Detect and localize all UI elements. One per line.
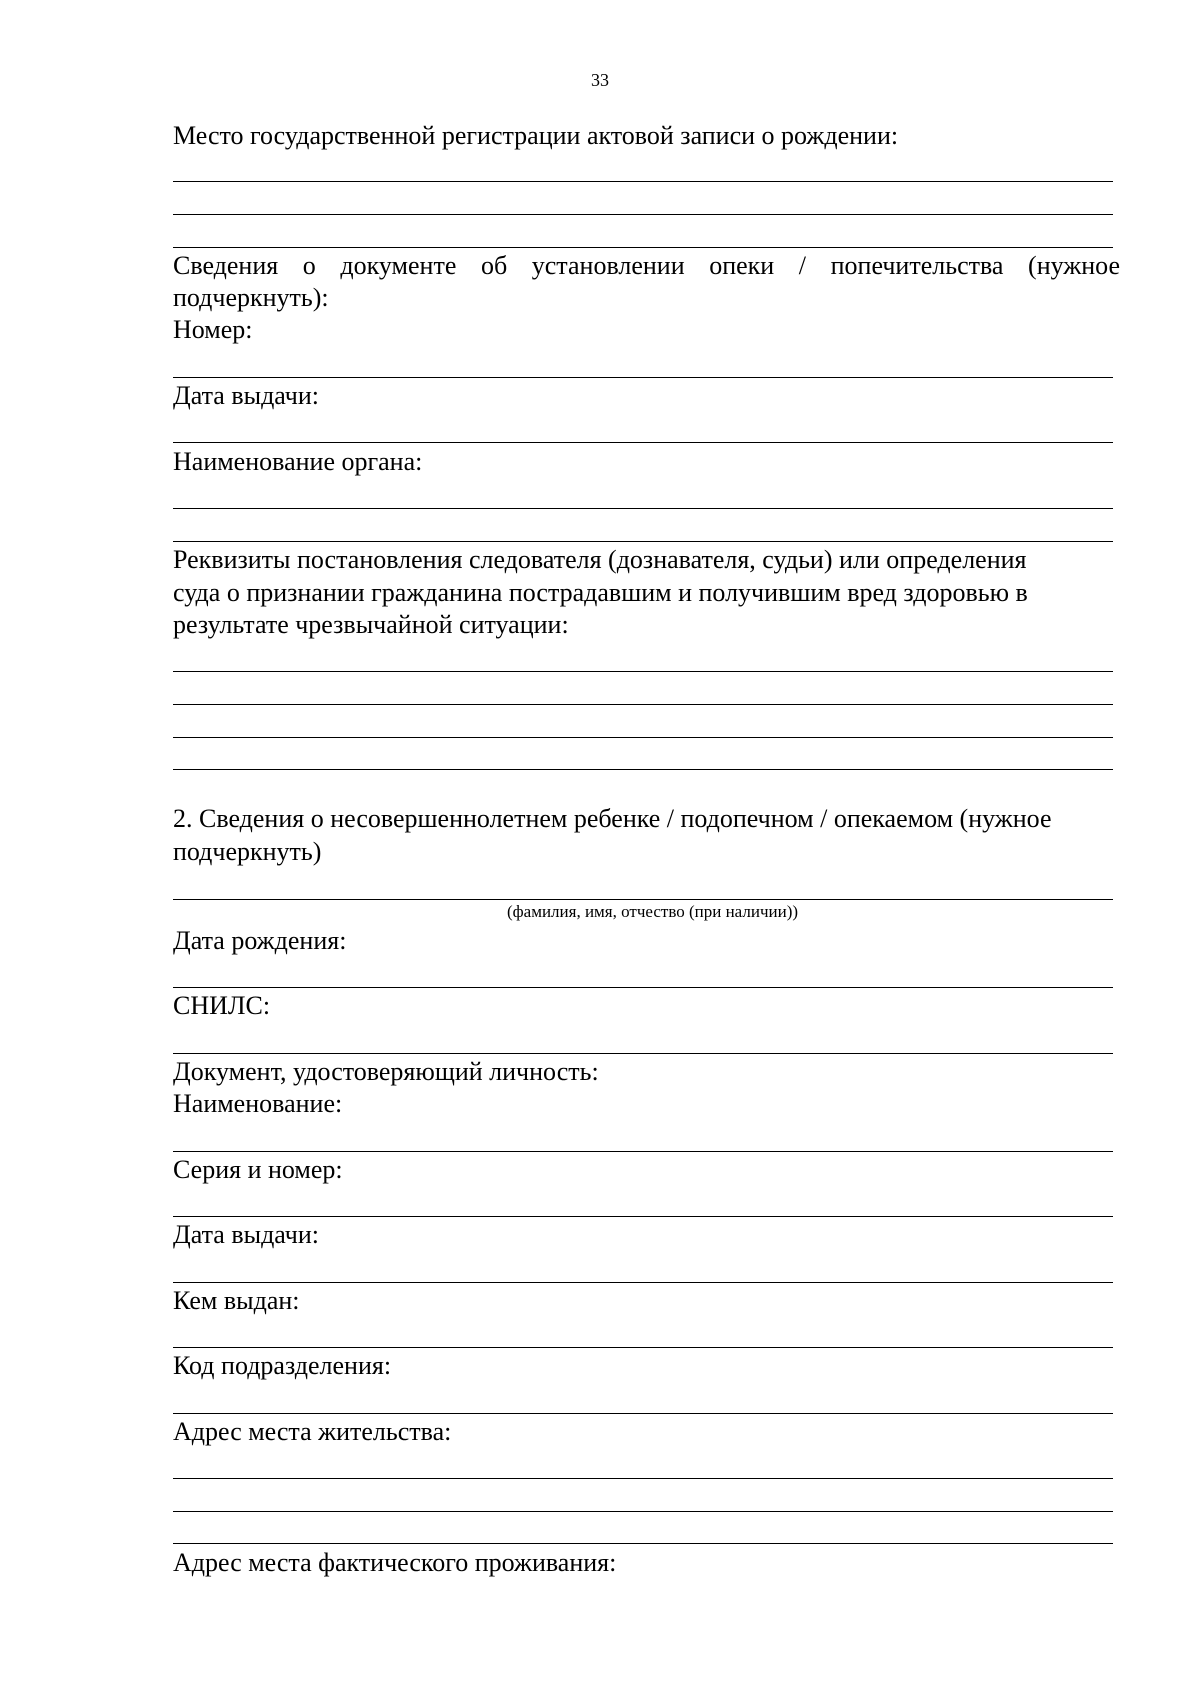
series-number-label: Серия и номер: — [173, 1155, 343, 1184]
resolution-text-line-3: результате чрезвычайной ситуации: — [173, 610, 569, 639]
division-code-line[interactable] — [173, 1413, 1113, 1414]
residence-address-line-1[interactable] — [173, 1478, 1113, 1479]
birth-registration-line-2[interactable] — [173, 214, 1113, 215]
id-issue-date-line[interactable] — [173, 1282, 1113, 1283]
resolution-line-1[interactable] — [173, 671, 1113, 672]
birth-date-label: Дата рождения: — [173, 926, 347, 955]
resolution-text-line-2: суда о признании гражданина пострадавшим и получившим вред здоровью в — [173, 578, 1028, 607]
division-code-label: Код подразделения: — [173, 1351, 392, 1380]
page-number: 33 — [591, 70, 609, 90]
child-name-caption: (фамилия, имя, отчество (при наличии)) — [506, 902, 799, 921]
guardianship-issue-date-label: Дата выдачи: — [173, 381, 320, 410]
birth-date-line[interactable] — [173, 987, 1113, 988]
guardianship-heading-line-2: подчеркнуть): — [173, 283, 329, 312]
residence-address-line-3[interactable] — [173, 1543, 1113, 1544]
child-name-line[interactable] — [173, 899, 1113, 900]
resolution-text-line-1: Реквизиты постановления следователя (дознавателя, судьи) или определения — [173, 545, 1027, 574]
actual-address-label: Адрес места фактического проживания: — [173, 1548, 617, 1577]
residence-address-line-2[interactable] — [173, 1511, 1113, 1512]
guardianship-authority-line-2[interactable] — [173, 541, 1113, 542]
series-number-line[interactable] — [173, 1216, 1113, 1217]
birth-registration-line-3[interactable] — [173, 247, 1113, 248]
resolution-line-4[interactable] — [173, 769, 1113, 770]
snils-line[interactable] — [173, 1053, 1113, 1054]
resolution-line-3[interactable] — [173, 737, 1113, 738]
id-document-name-label: Наименование: — [173, 1089, 343, 1118]
id-document-label: Документ, удостоверяющий личность: — [173, 1057, 599, 1086]
guardianship-authority-line-1[interactable] — [173, 508, 1113, 509]
guardianship-number-line[interactable] — [173, 377, 1113, 378]
guardianship-issue-date-line[interactable] — [173, 442, 1113, 443]
birth-registration-place-label: Место государственной регистрации актовой записи о рождении: — [173, 121, 899, 150]
residence-address-label: Адрес места жительства: — [173, 1417, 452, 1446]
issued-by-label: Кем выдан: — [173, 1286, 300, 1315]
issued-by-line[interactable] — [173, 1347, 1113, 1348]
guardianship-authority-label: Наименование органа: — [173, 447, 423, 476]
id-document-name-line[interactable] — [173, 1151, 1113, 1152]
section2-heading-line-1: 2. Сведения о несовершеннолетнем ребенке / подопечном / опекаемом (нужное — [173, 804, 1052, 833]
id-issue-date-label: Дата выдачи: — [173, 1220, 320, 1249]
snils-label: СНИЛС: — [173, 991, 271, 1020]
guardianship-number-label: Номер: — [173, 315, 253, 344]
birth-registration-line-1[interactable] — [173, 181, 1113, 182]
guardianship-heading-line-1: Сведения о документе об установлении опеки / попечительства (нужное — [173, 251, 1120, 280]
resolution-line-2[interactable] — [173, 704, 1113, 705]
section2-heading-line-2: подчеркнуть) — [173, 837, 322, 866]
